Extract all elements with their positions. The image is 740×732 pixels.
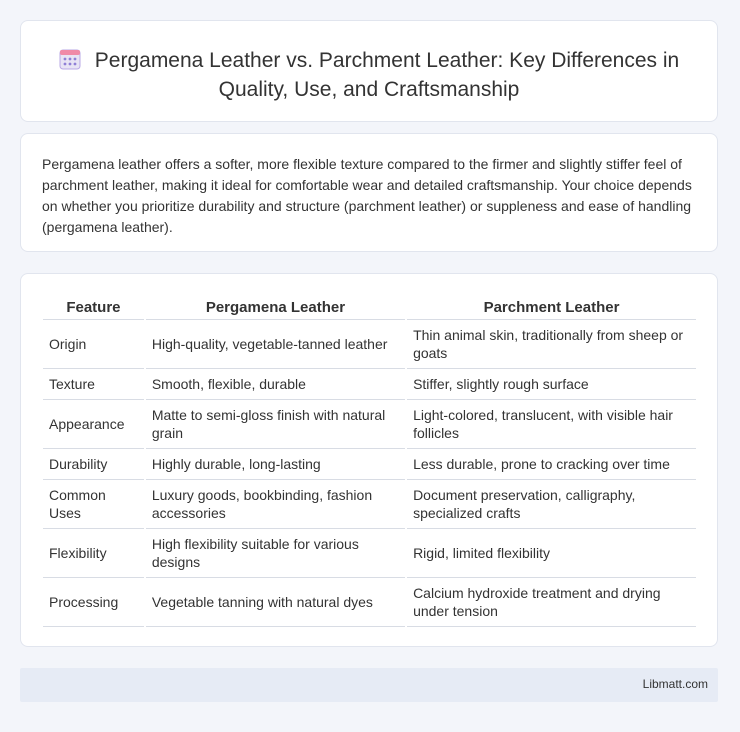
table-row <box>43 480 696 529</box>
table-cell-feature: Flexibility <box>43 529 144 578</box>
calendar-grid-icon <box>59 48 81 70</box>
table-cell-parchment: Less durable, prone to cracking over time <box>407 449 696 480</box>
title-card <box>20 20 718 122</box>
table-cell-pergamena: Vegetable tanning with natural dyes <box>146 578 405 627</box>
table-cell-feature: Common Uses <box>43 480 144 529</box>
table-cell-pergamena: Highly durable, long-lasting <box>146 449 405 480</box>
table-header-row <box>43 295 696 320</box>
table-row <box>43 369 696 400</box>
page-title-text: Pergamena Leather vs. Parchment Leather: Key Differences in Quality, Use, and Craftsmanship <box>94 49 680 101</box>
table-cell-pergamena: Luxury goods, bookbinding, fashion accessories <box>146 480 405 529</box>
table-cell-feature: Texture <box>43 369 144 400</box>
column-header-pergamena: Pergamena Leather <box>146 295 405 320</box>
column-header-feature: Feature <box>43 295 144 320</box>
page-title <box>41 46 697 104</box>
table-cell-pergamena: Matte to semi-gloss finish with natural grain <box>146 400 405 449</box>
intro-paragraph: Pergamena leather offers a softer, more flexible texture compared to the firmer and slightly stiffer feel of parchment leather, making it ideal for comfortable wear and detailed craftsmanship. Your choice depends on whether you prioritize durability and structure (parchment leather) or suppleness and ease of handling (pergamena leather). <box>42 156 692 235</box>
table-row <box>43 578 696 627</box>
table-cell-parchment: Calcium hydroxide treatment and drying under tension <box>407 578 696 627</box>
table-row <box>43 529 696 578</box>
comparison-card <box>20 273 718 647</box>
table-row <box>43 449 696 480</box>
table-cell-pergamena: High flexibility suitable for various designs <box>146 529 405 578</box>
intro-card <box>20 133 718 252</box>
table-cell-feature: Processing <box>43 578 144 627</box>
table-cell-parchment: Thin animal skin, traditionally from sheep or goats <box>407 320 696 369</box>
table-cell-parchment: Light-colored, translucent, with visible hair follicles <box>407 400 696 449</box>
table-cell-pergamena: Smooth, flexible, durable <box>146 369 405 400</box>
footer-bar <box>20 668 718 702</box>
table-row <box>43 320 696 369</box>
table-cell-parchment: Document preservation, calligraphy, specialized crafts <box>407 480 696 529</box>
table-cell-feature: Durability <box>43 449 144 480</box>
comparison-table <box>41 295 698 627</box>
column-header-parchment: Parchment Leather <box>407 295 696 320</box>
table-cell-parchment: Rigid, limited flexibility <box>407 529 696 578</box>
table-row <box>43 400 696 449</box>
table-cell-parchment: Stiffer, slightly rough surface <box>407 369 696 400</box>
footer-brand-link[interactable]: Libmatt.com <box>642 677 708 691</box>
table-cell-feature: Appearance <box>43 400 144 449</box>
table-cell-pergamena: High-quality, vegetable-tanned leather <box>146 320 405 369</box>
table-cell-feature: Origin <box>43 320 144 369</box>
